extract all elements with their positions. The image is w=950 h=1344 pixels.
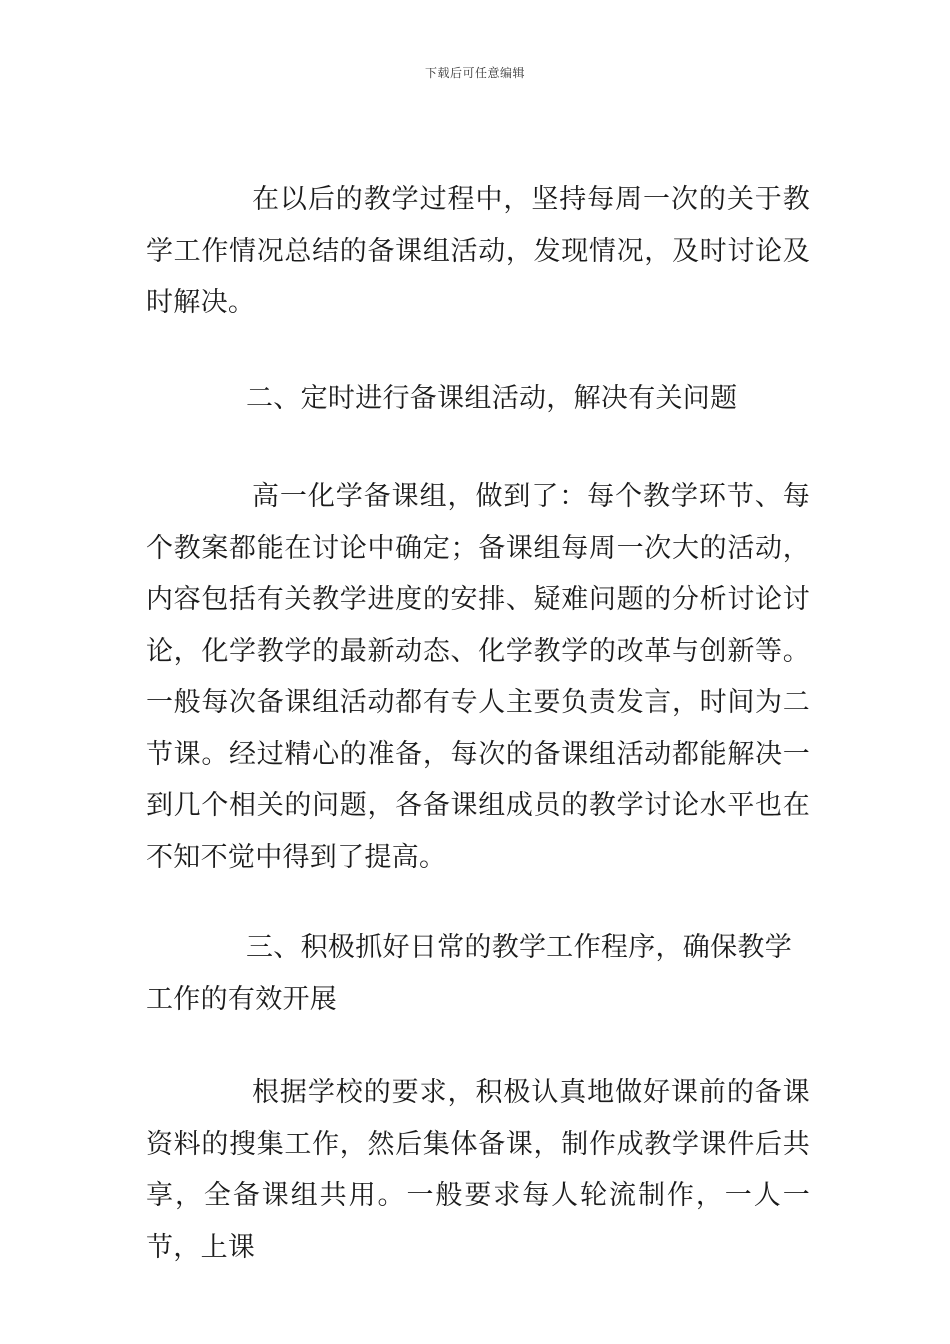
header-note: 下载后可任意编辑 [424, 66, 525, 80]
section-heading-3: 三、积极抓好日常的教学工作程序，确保教学工作的有效开展 [146, 932, 792, 1015]
paragraph-1: 在以后的教学过程中，坚持每周一次的关于教学工作情况总结的备课组活动，发现情况，及时讨论及时解决。 [146, 184, 810, 318]
section-heading-2: 二、定时进行备课组活动，解决有关问题 [246, 383, 738, 414]
paragraph-3: 根据学校的要求，积极认真地做好课前的备课资料的搜集工作，然后集体备课，制作成教学课件后共享，全备课组共用。一般要求每人轮流制作，一人一节，上课 [146, 1077, 810, 1263]
paragraph-2: 高一化学备课组，做到了：每个教学环节、每个教案都能在讨论中确定；备课组每周一次大的活动，内容包括有关教学进度的安排、疑难问题的分析讨论讨论，化学教学的最新动态、化学教学的改革与创新等。一般每次备课组活动都有专人主要负责发言，时间为二节课。经过精心的准备，每次的备课组活动都能解决一到几个相关的问题，各备课组成员的教学讨论水平也在不知不觉中得到了提高。 [146, 481, 810, 873]
